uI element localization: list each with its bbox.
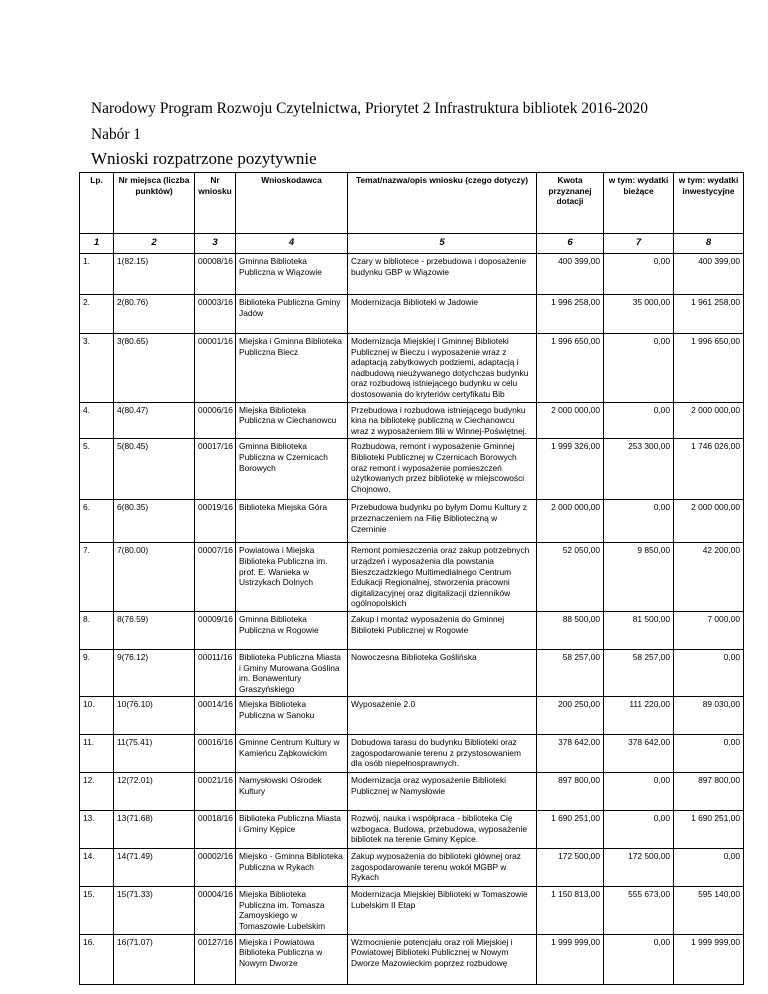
cell-miejsce: 2(80.76) <box>114 295 195 334</box>
cell-biezace: 35 000,00 <box>604 295 674 334</box>
cell-wnioskodawca: Miejska Biblioteka Publiczna im. Tomasza Zamoyskiego w Tomaszowie Lubelskim <box>236 887 348 934</box>
table-row <box>80 295 744 334</box>
table-row <box>80 649 744 696</box>
cell-inwestycyjne: 2 000 000,00 <box>674 402 744 439</box>
cell-nr-wniosku: 00007/16 <box>195 543 236 612</box>
table-header-row <box>80 173 744 234</box>
table-row <box>80 334 744 403</box>
applications-table <box>79 172 744 985</box>
cell-miejsce: 12(72.01) <box>114 773 195 811</box>
cell-nr-wniosku: 00021/16 <box>195 773 236 811</box>
cell-kwota: 52 050,00 <box>537 543 604 612</box>
cell-biezace: 0,00 <box>604 500 674 543</box>
cell-temat: Przebudowa budynku po byłym Domu Kultury z przeznaczeniem na Filię Biblioteczną w Czerninie <box>348 500 537 543</box>
cell-temat: Rozwój, nauka i współpraca - biblioteka Cię wzbogaca. Budowa, przebudowa, wyposażenie bibliotek na terenie Gminy Kępice. <box>348 811 537 849</box>
cell-inwestycyjne: 595 140,00 <box>674 887 744 934</box>
cell-wnioskodawca: Namysłowski Ośrodek Kultury <box>236 773 348 811</box>
cell-kwota: 1 999 326,00 <box>537 439 604 500</box>
table-row <box>80 697 744 735</box>
cell-lp: 3. <box>80 334 114 403</box>
cell-wnioskodawca: Gminne Centrum Kultury w Kamieńcu Ząbkowickim <box>236 735 348 773</box>
col-header-lp: Lp. <box>80 173 114 234</box>
col-number: 4 <box>236 234 348 254</box>
col-number: 3 <box>195 234 236 254</box>
table-row <box>80 811 744 849</box>
col-header-temat: Temat/nazwa/opis wniosku (czego dotyczy) <box>348 173 537 234</box>
cell-inwestycyjne: 1 996 650,00 <box>674 334 744 403</box>
col-number: 1 <box>80 234 114 254</box>
cell-biezace: 81 500,00 <box>604 611 674 649</box>
cell-wnioskodawca: Gminna Biblioteka Publiczna w Wiązowie <box>236 254 348 295</box>
cell-miejsce: 10(76.10) <box>114 697 195 735</box>
cell-wnioskodawca: Biblioteka Miejska Góra <box>236 500 348 543</box>
cell-miejsce: 6(80.35) <box>114 500 195 543</box>
cell-kwota: 1 996 650,00 <box>537 334 604 403</box>
cell-miejsce: 9(76.12) <box>114 649 195 696</box>
col-number: 7 <box>604 234 674 254</box>
cell-miejsce: 14(71.49) <box>114 849 195 887</box>
col-number: 5 <box>348 234 537 254</box>
col-number: 6 <box>537 234 604 254</box>
cell-kwota: 2 000 000,00 <box>537 500 604 543</box>
cell-biezace: 0,00 <box>604 254 674 295</box>
cell-inwestycyjne: 1 999 999,00 <box>674 934 744 984</box>
cell-temat: Wyposażenie 2.0 <box>348 697 537 735</box>
col-number: 2 <box>114 234 195 254</box>
cell-lp: 7. <box>80 543 114 612</box>
cell-lp: 14. <box>80 849 114 887</box>
cell-miejsce: 5(80.45) <box>114 439 195 500</box>
cell-nr-wniosku: 00011/16 <box>195 649 236 696</box>
cell-nr-wniosku: 00009/16 <box>195 611 236 649</box>
cell-nr-wniosku: 00008/16 <box>195 254 236 295</box>
cell-temat: Modernizacja Miejskiej Biblioteki w Tomaszowie Lubelskim II Etap <box>348 887 537 934</box>
table-row <box>80 543 744 612</box>
cell-temat: Zakup i montaż wyposażenia do Gminnej Biblioteki Publicznej w Rogowie <box>348 611 537 649</box>
cell-inwestycyjne: 0,00 <box>674 649 744 696</box>
cell-inwestycyjne: 1 746 026,00 <box>674 439 744 500</box>
col-header-miejsce: Nr miejsca (liczba punktów) <box>114 173 195 234</box>
table-row <box>80 849 744 887</box>
cell-lp: 5. <box>80 439 114 500</box>
cell-wnioskodawca: Powiatowa i Miejska Biblioteka Publiczna im. prof. E. Wanieka w Ustrzykach Dolnych <box>236 543 348 612</box>
cell-wnioskodawca: Biblioteka Publiczna Gminy Jadów <box>236 295 348 334</box>
cell-miejsce: 4(80.47) <box>114 402 195 439</box>
cell-wnioskodawca: Gminna Biblioteka Publiczna w Rogowie <box>236 611 348 649</box>
cell-temat: Przebudowa i rozbudowa istniejącego budynku kina na bibliotekę publiczną w Ciechanowcu wraz z wyposażeniem filii w Winnej-Poświętnej. <box>348 402 537 439</box>
cell-biezace: 58 257,00 <box>604 649 674 696</box>
cell-kwota: 58 257,00 <box>537 649 604 696</box>
cell-miejsce: 3(80.65) <box>114 334 195 403</box>
cell-kwota: 378 642,00 <box>537 735 604 773</box>
table-row <box>80 735 744 773</box>
cell-lp: 15. <box>80 887 114 934</box>
cell-temat: Remont pomieszczenia oraz zakup potrzebnych urządzeń i wyposażenia dla powstania Bieszczadzkiego Multimedialnego Centrum Edukacji Regionalnej, stworzenia pracowni digitalizacyjnej oraz digitalizacji dzienników ogólnopolskich <box>348 543 537 612</box>
cell-temat: Czary w bibliotece - przebudowa i doposażenie budynku GBP w Wiązowie <box>348 254 537 295</box>
program-title: Narodowy Program Rozwoju Czytelnictwa, Priorytet 2 Infrastruktura bibliotek 2016-2020 <box>91 100 648 117</box>
cell-nr-wniosku: 00002/16 <box>195 849 236 887</box>
cell-nr-wniosku: 00019/16 <box>195 500 236 543</box>
cell-inwestycyjne: 1 690 251,00 <box>674 811 744 849</box>
cell-wnioskodawca: Biblioteka Publiczna Miasta i Gminy Murowana Goślina im. Bonawentury Graszyńskiego <box>236 649 348 696</box>
cell-kwota: 200 250,00 <box>537 697 604 735</box>
cell-temat: Modernizacja Miejskiej i Gminnej Biblioteki Publicznej w Bieczu i wyposażenie wraz z adaptacją zabytkowych podziemi, adaptacją i nadbudową nieużywanego dotychczas budynku oraz rozbudową istniejącego budynku w celu dostosowania do kryteriów certyfikatu Bib <box>348 334 537 403</box>
cell-nr-wniosku: 00014/16 <box>195 697 236 735</box>
col-header-biezace: w tym: wydatki bieżące <box>604 173 674 234</box>
table-row <box>80 934 744 984</box>
cell-nr-wniosku: 00127/16 <box>195 934 236 984</box>
cell-kwota: 172 500,00 <box>537 849 604 887</box>
cell-lp: 12. <box>80 773 114 811</box>
cell-wnioskodawca: Biblioteka Publiczna Miasta i Gminy Kępice <box>236 811 348 849</box>
col-header-nr-wniosku: Nr wniosku <box>195 173 236 234</box>
cell-inwestycyjne: 42 200,00 <box>674 543 744 612</box>
cell-temat: Modernizacja Biblioteki w Jadowie <box>348 295 537 334</box>
cell-inwestycyjne: 400 399,00 <box>674 254 744 295</box>
cell-biezace: 0,00 <box>604 811 674 849</box>
cell-nr-wniosku: 00001/16 <box>195 334 236 403</box>
cell-lp: 2. <box>80 295 114 334</box>
cell-temat: Rozbudowa, remont i wyposażenie Gminnej Biblioteki Publicznej w Czernicach Borowych oraz remont i wyposażenie pomieszczeń użytkowanych przez bibliotekę w miejscowości Chojnowo. <box>348 439 537 500</box>
cell-miejsce: 8(76.59) <box>114 611 195 649</box>
cell-temat: Zakup wyposażenia do biblioteki głównej oraz zagospodarowanie terenu wokół MGBP w Rykach <box>348 849 537 887</box>
cell-kwota: 2 000 000,00 <box>537 402 604 439</box>
cell-inwestycyjne: 2 000 000,00 <box>674 500 744 543</box>
cell-kwota: 1 150 813,00 <box>537 887 604 934</box>
col-number: 8 <box>674 234 744 254</box>
cell-biezace: 0,00 <box>604 334 674 403</box>
cell-nr-wniosku: 00003/16 <box>195 295 236 334</box>
cell-nr-wniosku: 00018/16 <box>195 811 236 849</box>
cell-lp: 13. <box>80 811 114 849</box>
col-header-kwota: Kwota przyznanej dotacji <box>537 173 604 234</box>
cell-kwota: 88 500,00 <box>537 611 604 649</box>
cell-temat: Nowoczesna Biblioteka Goślińska <box>348 649 537 696</box>
cell-nr-wniosku: 00006/16 <box>195 402 236 439</box>
cell-nr-wniosku: 00016/16 <box>195 735 236 773</box>
table-row <box>80 500 744 543</box>
cell-biezace: 0,00 <box>604 773 674 811</box>
cell-temat: Wzmocnienie potencjału oraz roli Miejskiej i Powiatowej Biblioteki Publicznej w Nowym Dworze Mazowieckim poprzez rozbudowę <box>348 934 537 984</box>
cell-lp: 11. <box>80 735 114 773</box>
cell-kwota: 1 996 258,00 <box>537 295 604 334</box>
table-row <box>80 402 744 439</box>
cell-biezace: 0,00 <box>604 934 674 984</box>
cell-biezace: 253 300,00 <box>604 439 674 500</box>
table-row <box>80 773 744 811</box>
cell-lp: 8. <box>80 611 114 649</box>
cell-lp: 10. <box>80 697 114 735</box>
cell-lp: 16. <box>80 934 114 984</box>
cell-wnioskodawca: Miejska Biblioteka Publiczna w Ciechanowcu <box>236 402 348 439</box>
cell-miejsce: 7(80.00) <box>114 543 195 612</box>
cell-lp: 9. <box>80 649 114 696</box>
cell-biezace: 9 850,00 <box>604 543 674 612</box>
table-row <box>80 439 744 500</box>
col-header-wnioskodawca: Wnioskodawca <box>236 173 348 234</box>
cell-inwestycyjne: 7 000,00 <box>674 611 744 649</box>
cell-biezace: 172 500,00 <box>604 849 674 887</box>
cell-miejsce: 13(71.68) <box>114 811 195 849</box>
cell-wnioskodawca: Miejsko - Gminna Biblioteka Publiczna w Rykach <box>236 849 348 887</box>
cell-inwestycyjne: 0,00 <box>674 849 744 887</box>
cell-nr-wniosku: 00017/16 <box>195 439 236 500</box>
cell-miejsce: 1(82.15) <box>114 254 195 295</box>
cell-wnioskodawca: Miejska Biblioteka Publiczna w Sanoku <box>236 697 348 735</box>
cell-kwota: 400 399,00 <box>537 254 604 295</box>
cell-lp: 4. <box>80 402 114 439</box>
cell-temat: Dobudowa tarasu do budynku Biblioteki oraz zagospodarowanie terenu z przystosowaniem dla osób niepełnosprawnych. <box>348 735 537 773</box>
cell-inwestycyjne: 89 030,00 <box>674 697 744 735</box>
cell-miejsce: 15(71.33) <box>114 887 195 934</box>
cell-inwestycyjne: 897 800,00 <box>674 773 744 811</box>
cell-inwestycyjne: 1 961 258,00 <box>674 295 744 334</box>
cell-miejsce: 11(75.41) <box>114 735 195 773</box>
cell-inwestycyjne: 0,00 <box>674 735 744 773</box>
cell-kwota: 1 999 999,00 <box>537 934 604 984</box>
cell-kwota: 897 800,00 <box>537 773 604 811</box>
cell-biezace: 0,00 <box>604 402 674 439</box>
cell-biezace: 111 220,00 <box>604 697 674 735</box>
section-subtitle: Wnioski rozpatrzone pozytywnie <box>91 149 317 168</box>
cell-wnioskodawca: Gminna Biblioteka Publiczna w Czernicach Borowych <box>236 439 348 500</box>
nabor-label: Nabór 1 <box>91 126 142 143</box>
table-row <box>80 887 744 934</box>
table-body <box>80 254 744 985</box>
cell-kwota: 1 690 251,00 <box>537 811 604 849</box>
cell-lp: 6. <box>80 500 114 543</box>
column-number-row <box>80 234 744 254</box>
cell-biezace: 555 673,00 <box>604 887 674 934</box>
cell-miejsce: 16(71.07) <box>114 934 195 984</box>
cell-temat: Modernizacja oraz wyposażenie Biblioteki Publicznej w Namysłowie <box>348 773 537 811</box>
cell-lp: 1. <box>80 254 114 295</box>
cell-nr-wniosku: 00004/16 <box>195 887 236 934</box>
cell-wnioskodawca: Miejska i Gminna Biblioteka Publiczna Biecz <box>236 334 348 403</box>
cell-biezace: 378 642,00 <box>604 735 674 773</box>
col-header-inwestycyjne: w tym: wydatki inwestycyjne <box>674 173 744 234</box>
cell-wnioskodawca: Miejska i Powiatowa Biblioteka Publiczna w Nowym Dworze <box>236 934 348 984</box>
table-row <box>80 254 744 295</box>
table-row <box>80 611 744 649</box>
